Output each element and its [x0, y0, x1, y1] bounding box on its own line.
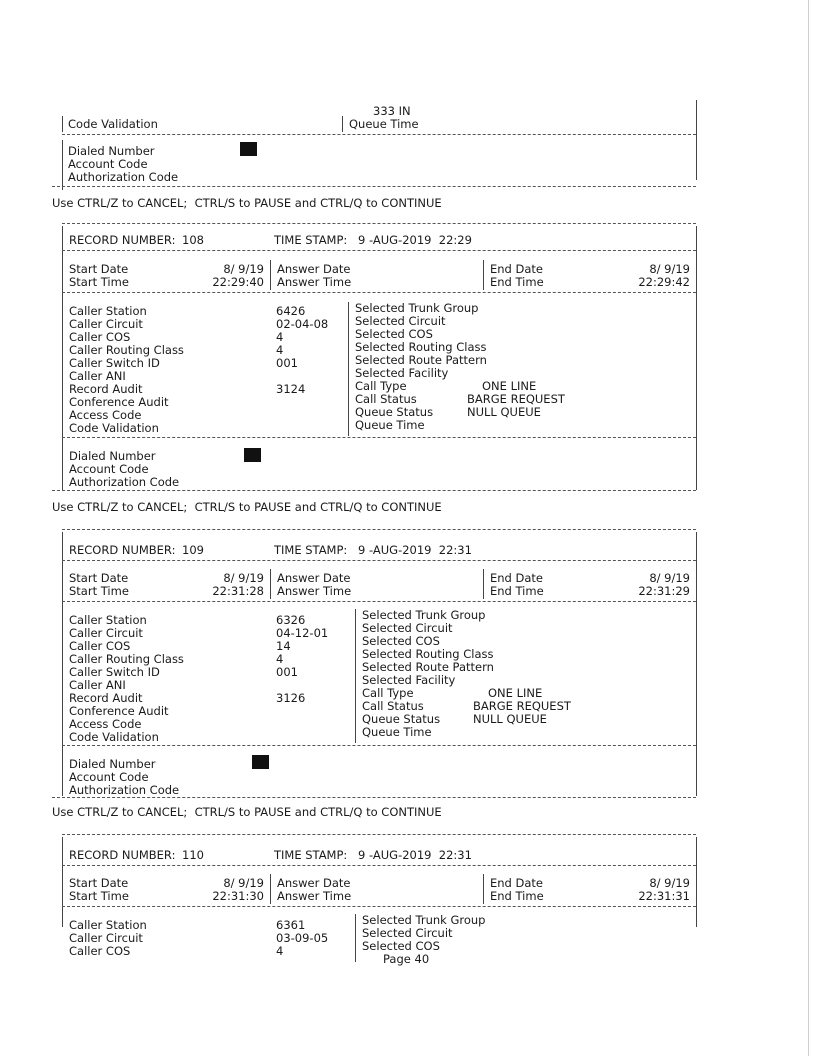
redaction-block: [240, 142, 257, 156]
start-date-label: Start Date: [69, 876, 129, 890]
answer-time-label: Answer Time: [277, 584, 352, 598]
caller-routing-class-label: Caller Routing Class: [69, 343, 184, 357]
selected-routing-class-label: Selected Routing Class: [362, 647, 494, 661]
start-date: 8/ 9/19: [223, 876, 264, 890]
selected-trunk-group-label: Selected Trunk Group: [355, 301, 479, 315]
caller-ani-label: Caller ANI: [69, 678, 126, 692]
selected-route-pattern-label: Selected Route Pattern: [355, 353, 487, 367]
caller-ani-label: Caller ANI: [69, 369, 126, 383]
start-time: 22:29:40: [212, 275, 264, 289]
queue-time-label: Queue Time: [349, 117, 419, 131]
code-validation-label: Code Validation: [68, 117, 158, 131]
selected-route-pattern-label: Selected Route Pattern: [362, 660, 494, 674]
caller-circuit-label: Caller Circuit: [69, 317, 143, 331]
end-time: 22:31:29: [638, 584, 690, 598]
instruction-line: Use CTRL/Z to CANCEL; CTRL/S to PAUSE and CTRL/Q to CONTINUE: [52, 196, 442, 210]
time-stamp: 9 -AUG-2019 22:31: [358, 848, 472, 862]
caller-cos: 14: [276, 639, 291, 653]
call-type-label: Call Type: [362, 686, 414, 700]
end-date: 8/ 9/19: [649, 262, 690, 276]
end-date-label: End Date: [490, 571, 543, 585]
start-time: 22:31:28: [212, 584, 264, 598]
selected-circuit-label: Selected Circuit: [355, 314, 446, 328]
caller-routing-class: 4: [276, 343, 284, 357]
caller-station: 6326: [276, 613, 306, 627]
page-number: Page 40: [383, 952, 430, 966]
record-audit: 3124: [276, 382, 306, 396]
caller-circuit-label: Caller Circuit: [69, 931, 143, 945]
caller-station: 6426: [276, 304, 306, 318]
queue-time-label: Queue Time: [355, 418, 425, 432]
time-stamp-label: TIME STAMP:: [274, 848, 348, 862]
end-date-label: End Date: [490, 876, 543, 890]
call-status: BARGE REQUEST: [473, 699, 571, 713]
time-stamp-label: TIME STAMP:: [274, 543, 348, 557]
start-time-label: Start Time: [69, 275, 129, 289]
conference-audit-label: Conference Audit: [69, 704, 169, 718]
record-audit-label: Record Audit: [69, 691, 143, 705]
caller-cos-label: Caller COS: [69, 944, 131, 958]
queue-value: 333 IN: [373, 104, 411, 118]
authorization-code-label: Authorization Code: [68, 170, 179, 184]
code-validation-label: Code Validation: [69, 421, 159, 435]
answer-date-label: Answer Date: [277, 876, 351, 890]
conference-audit-label: Conference Audit: [69, 395, 169, 409]
access-code-label: Access Code: [69, 717, 142, 731]
code-validation-label: Code Validation: [69, 730, 159, 744]
caller-routing-class: 4: [276, 652, 284, 666]
end-time: 22:29:42: [638, 275, 690, 289]
selected-facility-label: Selected Facility: [355, 366, 449, 380]
dialed-number-label: Dialed Number: [68, 144, 155, 158]
start-date-label: Start Date: [69, 262, 129, 276]
queue-status: NULL QUEUE: [473, 712, 547, 726]
caller-circuit: 02-04-08: [276, 317, 329, 331]
selected-cos-label: Selected COS: [355, 327, 433, 341]
record-audit: 3126: [276, 691, 306, 705]
caller-cos: 4: [276, 944, 284, 958]
answer-time-label: Answer Time: [277, 275, 352, 289]
access-code-label: Access Code: [69, 408, 142, 422]
selected-circuit-label: Selected Circuit: [362, 926, 453, 940]
caller-cos-label: Caller COS: [69, 639, 131, 653]
record-number: 110: [182, 848, 204, 862]
call-status: BARGE REQUEST: [467, 392, 565, 406]
end-time: 22:31:31: [638, 889, 690, 903]
end-date: 8/ 9/19: [649, 571, 690, 585]
instruction-line: Use CTRL/Z to CANCEL; CTRL/S to PAUSE and CTRL/Q to CONTINUE: [52, 500, 442, 514]
record-number-label: RECORD NUMBER:: [69, 233, 176, 247]
time-stamp: 9 -AUG-2019 22:29: [358, 233, 472, 247]
answer-date-label: Answer Date: [277, 571, 351, 585]
redaction-block: [244, 448, 261, 462]
time-stamp-label: TIME STAMP:: [274, 233, 348, 247]
call-type: ONE LINE: [482, 379, 537, 393]
answer-time-label: Answer Time: [277, 889, 352, 903]
caller-switch-id-label: Caller Switch ID: [69, 665, 160, 679]
start-time: 22:31:30: [212, 889, 264, 903]
start-time-label: Start Time: [69, 889, 129, 903]
selected-circuit-label: Selected Circuit: [362, 621, 453, 635]
record-number-label: RECORD NUMBER:: [69, 848, 176, 862]
selected-trunk-group-label: Selected Trunk Group: [362, 608, 486, 622]
caller-switch-id: 001: [276, 665, 298, 679]
selected-cos-label: Selected COS: [362, 939, 440, 953]
time-stamp: 9 -AUG-2019 22:31: [358, 543, 472, 557]
caller-circuit: 04-12-01: [276, 626, 329, 640]
queue-status: NULL QUEUE: [467, 405, 541, 419]
caller-switch-id: 001: [276, 356, 298, 370]
caller-cos: 4: [276, 330, 284, 344]
start-date: 8/ 9/19: [223, 262, 264, 276]
selected-facility-label: Selected Facility: [362, 673, 456, 687]
dialed-number-label: Dialed Number: [69, 757, 156, 771]
record-number: 108: [182, 233, 204, 247]
redaction-block: [252, 755, 269, 769]
caller-routing-class-label: Caller Routing Class: [69, 652, 184, 666]
authorization-code-label: Authorization Code: [69, 475, 180, 489]
start-date: 8/ 9/19: [223, 571, 264, 585]
call-type-label: Call Type: [355, 379, 407, 393]
queue-status-label: Queue Status: [355, 405, 434, 419]
end-time-label: End Time: [490, 889, 544, 903]
end-date: 8/ 9/19: [649, 876, 690, 890]
caller-switch-id-label: Caller Switch ID: [69, 356, 160, 370]
call-type: ONE LINE: [488, 686, 543, 700]
record-number: 109: [182, 543, 204, 557]
selected-routing-class-label: Selected Routing Class: [355, 340, 487, 354]
answer-date-label: Answer Date: [277, 262, 351, 276]
start-date-label: Start Date: [69, 571, 129, 585]
call-status-label: Call Status: [362, 699, 424, 713]
queue-time-label: Queue Time: [362, 725, 432, 739]
account-code-label: Account Code: [68, 157, 148, 171]
caller-station-label: Caller Station: [69, 613, 147, 627]
start-time-label: Start Time: [69, 584, 129, 598]
instruction-line: Use CTRL/Z to CANCEL; CTRL/S to PAUSE and CTRL/Q to CONTINUE: [52, 805, 442, 819]
end-date-label: End Date: [490, 262, 543, 276]
dialed-number-label: Dialed Number: [69, 449, 156, 463]
caller-cos-label: Caller COS: [69, 330, 131, 344]
scroll-rail[interactable]: [808, 0, 809, 1056]
queue-status-label: Queue Status: [362, 712, 441, 726]
caller-circuit-label: Caller Circuit: [69, 626, 143, 640]
selected-cos-label: Selected COS: [362, 634, 440, 648]
caller-station-label: Caller Station: [69, 918, 147, 932]
caller-circuit: 03-09-05: [276, 931, 329, 945]
record-audit-label: Record Audit: [69, 382, 143, 396]
end-time-label: End Time: [490, 584, 544, 598]
authorization-code-label: Authorization Code: [69, 783, 180, 797]
caller-station: 6361: [276, 918, 306, 932]
end-time-label: End Time: [490, 275, 544, 289]
account-code-label: Account Code: [69, 770, 149, 784]
call-status-label: Call Status: [355, 392, 417, 406]
account-code-label: Account Code: [69, 462, 149, 476]
caller-station-label: Caller Station: [69, 304, 147, 318]
record-number-label: RECORD NUMBER:: [69, 543, 176, 557]
selected-trunk-group-label: Selected Trunk Group: [362, 913, 486, 927]
